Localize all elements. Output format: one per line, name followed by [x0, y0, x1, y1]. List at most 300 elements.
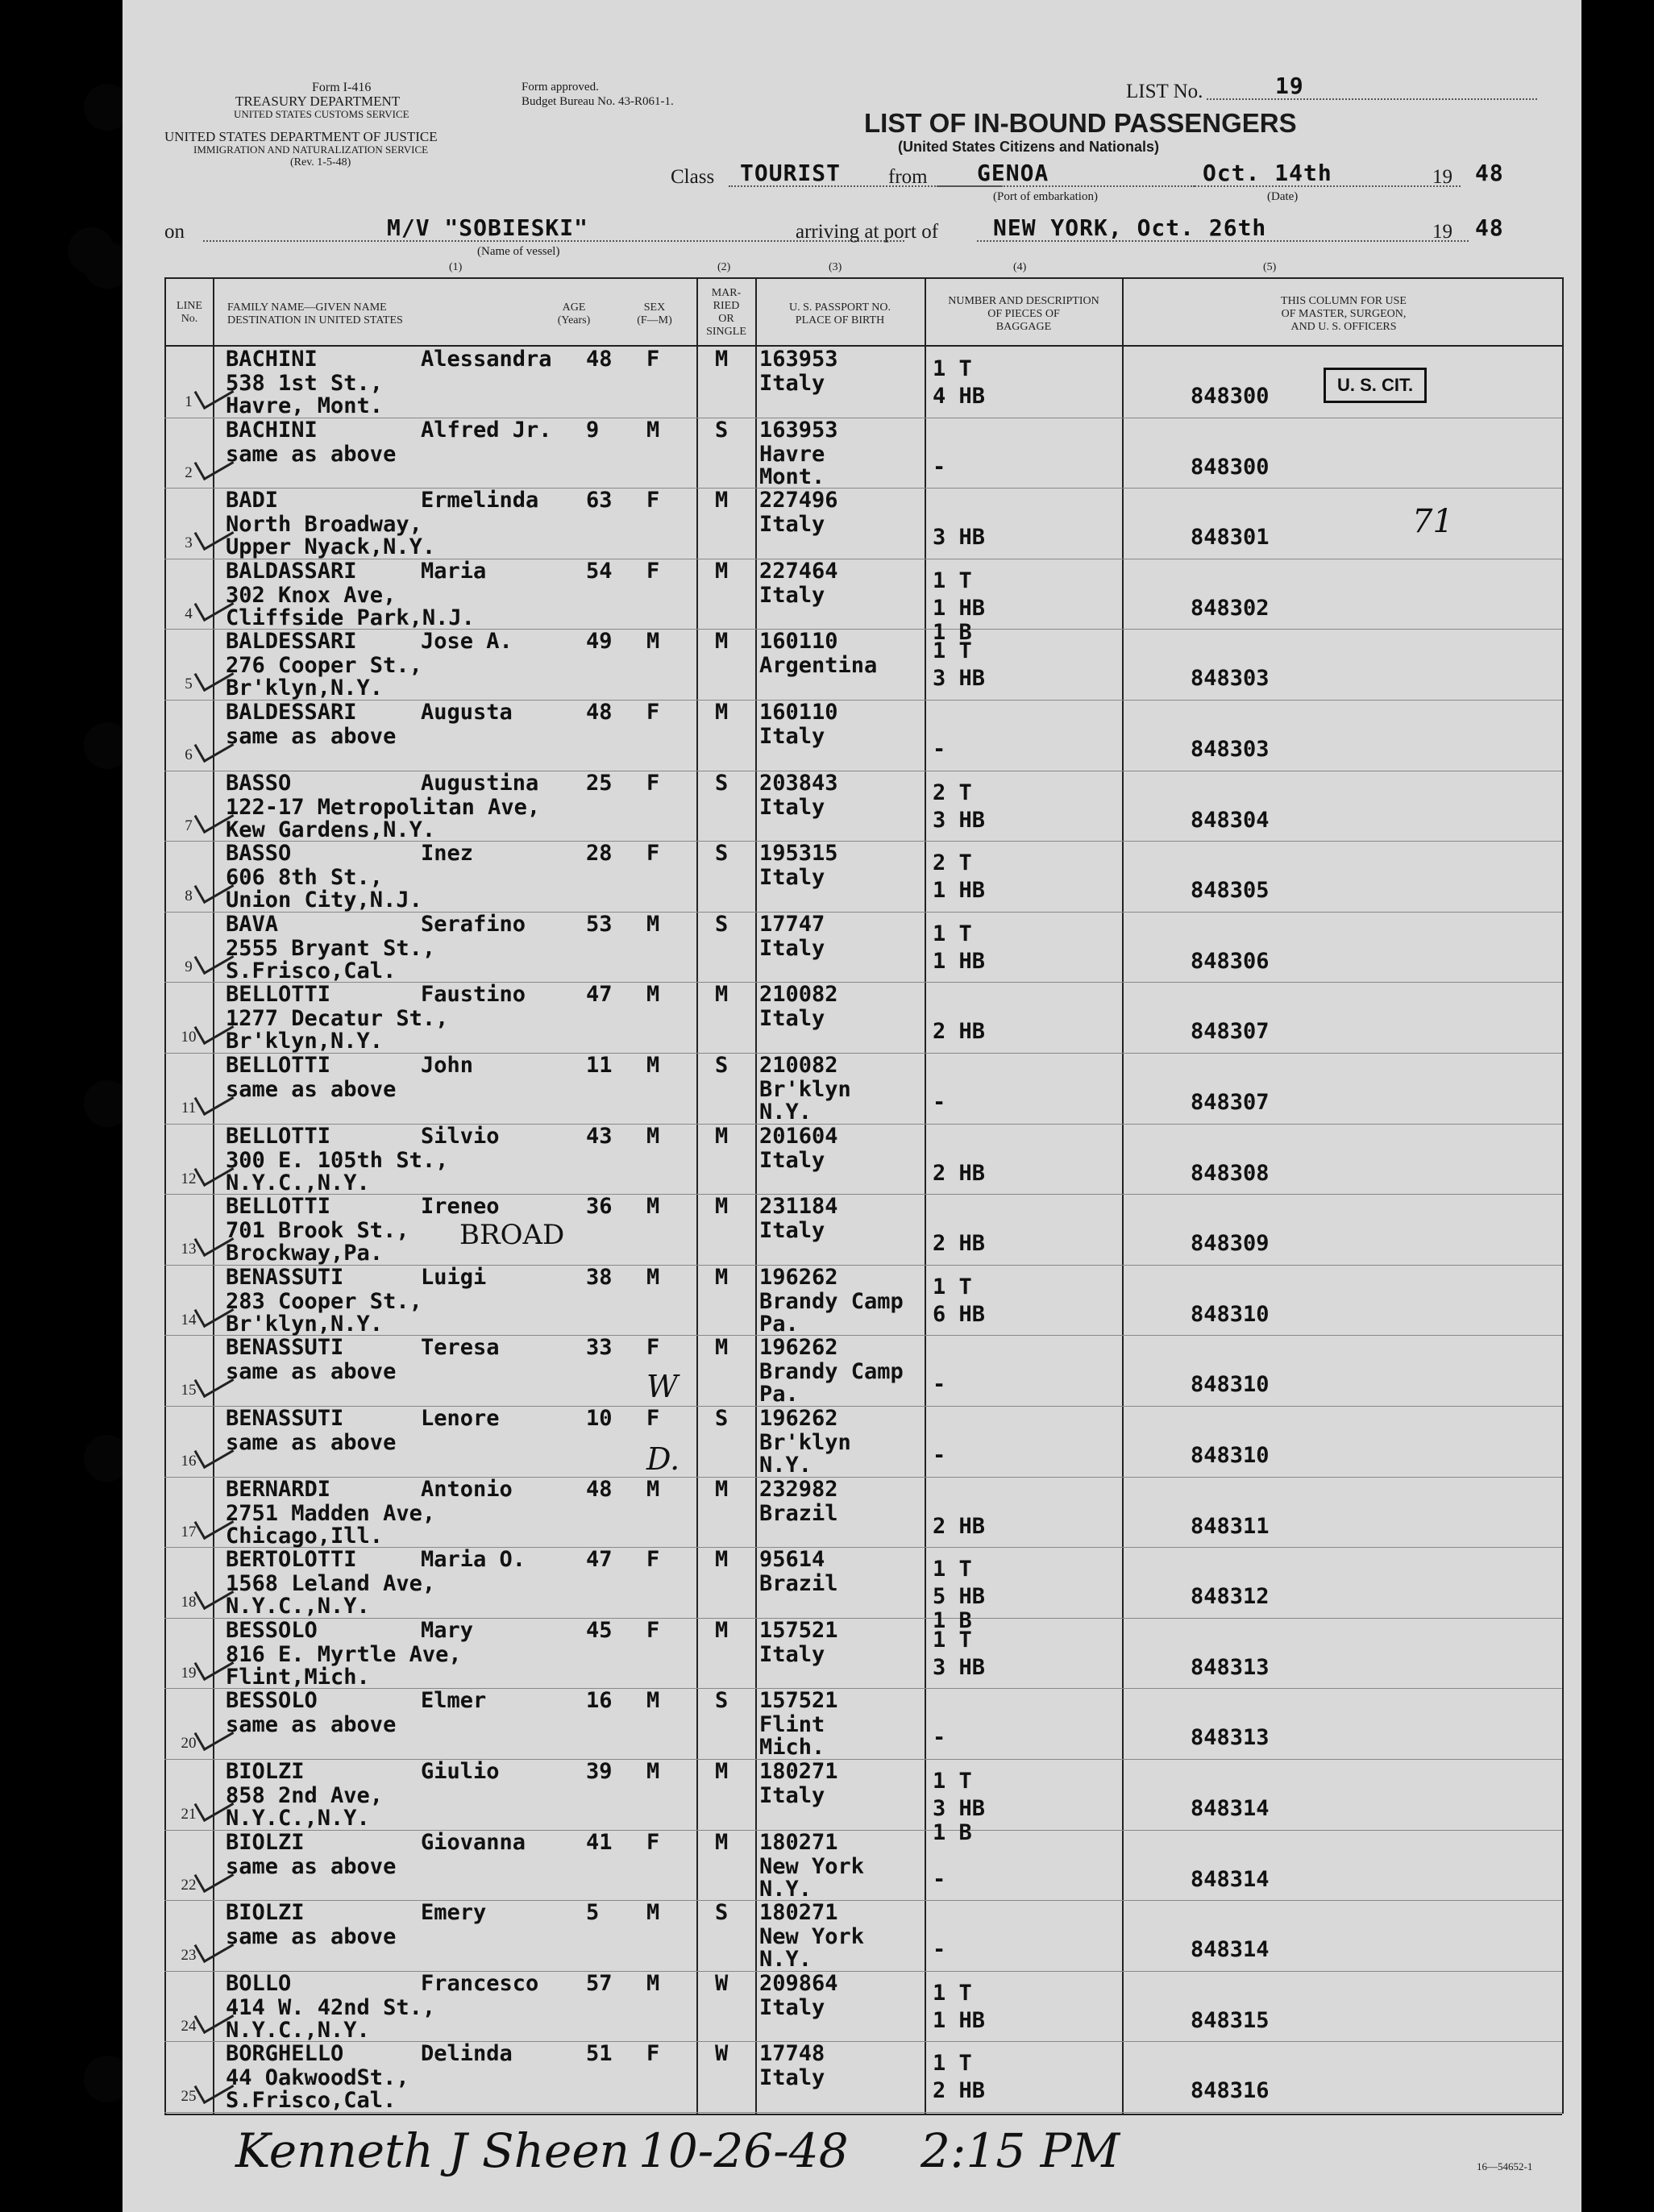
line-number: 25 [181, 2088, 197, 2106]
cell-given: Giovanna [421, 1829, 526, 1855]
signature-date: 10-26-48 [638, 2123, 849, 2178]
cell-birthplace: Italy [759, 512, 825, 538]
embarkation-date: Oct. 14th [1203, 160, 1332, 186]
cell-baggage-2: 3 HB [933, 1654, 986, 1680]
line-number: 21 [181, 1806, 197, 1823]
cell-age: 28 [586, 841, 613, 867]
cell-baggage-1: 1 T [933, 356, 972, 381]
cell-addr2: Cliffside Park,N.J. [226, 605, 475, 630]
line-number: 22 [181, 1876, 197, 1894]
cell-surname: BOLLO [226, 1970, 292, 1996]
list-number: 19 [1275, 73, 1304, 99]
cell-married: S [715, 911, 729, 937]
cell-surname: BELLOTTI [226, 1194, 331, 1220]
cell-birthplace-2: Pa. [759, 1311, 799, 1337]
cell-age: 41 [586, 1829, 613, 1855]
cell-passport: 157521 [759, 1688, 838, 1714]
cell-age: 33 [586, 1335, 613, 1361]
cell-birthplace: Italy [759, 1783, 825, 1808]
cell-married: S [715, 1900, 729, 1926]
class-label: Class [671, 166, 715, 188]
cell-addr1: 122-17 Metropolitan Ave, [226, 794, 541, 820]
cell-married: M [715, 1335, 729, 1361]
cell-sex: F [646, 700, 660, 725]
cell-baggage-1: 1 T [933, 1274, 972, 1299]
cell-surname: BENASSUTI [226, 1264, 344, 1290]
handwritten-broad: BROAD [459, 1219, 565, 1251]
from-label: from [888, 166, 928, 188]
cell-sex: M [646, 1688, 660, 1714]
page-subtitle: (United States Citizens and Nationals) [898, 139, 1160, 155]
col-num-3: (3) [829, 261, 842, 273]
cell-passport: 196262 [759, 1335, 838, 1361]
cell-age: 48 [586, 347, 613, 372]
from-rule [937, 185, 1195, 187]
cell-addr2: N.Y.C.,N.Y. [226, 1806, 370, 1831]
cell-age: 38 [586, 1264, 613, 1290]
cell-sex: F [646, 1617, 660, 1643]
cell-birthplace: Brazil [759, 1571, 838, 1597]
cell-baggage-2: - [933, 1937, 946, 1963]
row-divider [164, 1971, 1562, 1972]
cell-addr1: 1277 Decatur St., [226, 1006, 449, 1032]
cell-sex: F [646, 347, 660, 372]
cell-given: Ermelinda [421, 488, 539, 514]
cell-sex: F [646, 770, 660, 796]
cell-baggage-1: 1 T [933, 921, 972, 946]
form-number: Form I-416 [312, 81, 372, 94]
page-title: LIST OF IN-BOUND PASSENGERS [864, 108, 1297, 138]
cell-given: Luigi [421, 1264, 487, 1290]
cell-addr2: Havre, Mont. [226, 393, 384, 418]
cell-officer-number: 848311 [1191, 1513, 1270, 1539]
cell-birthplace: Italy [759, 1147, 825, 1173]
treasury-dept: TREASURY DEPARTMENT [235, 94, 401, 109]
row-divider [164, 1759, 1562, 1760]
cell-age: 9 [586, 417, 600, 443]
line-number: 1 [185, 393, 193, 410]
cell-sex: F [646, 488, 660, 514]
cell-passport: 232982 [759, 1476, 838, 1502]
cell-sex: F [646, 1406, 660, 1431]
cell-birthplace: Argentina [759, 653, 878, 679]
embarkation-year: 48 [1475, 160, 1504, 186]
cell-sex: F [646, 1829, 660, 1855]
cell-officer-number: 848307 [1191, 1090, 1270, 1115]
cell-addr1: same as above [226, 1359, 397, 1385]
cell-addr2: Kew Gardens,N.Y. [226, 817, 436, 842]
cell-married: W [715, 2041, 729, 2067]
cell-birthplace: Brazil [759, 1500, 838, 1526]
cell-married: M [715, 1759, 729, 1784]
cell-officer-number: 848300 [1191, 384, 1270, 409]
cell-given: Alfred Jr. [421, 417, 552, 443]
cell-surname: BALDESSARI [226, 629, 357, 655]
cell-baggage-2: 1 HB [933, 948, 986, 974]
cell-addr1: 2751 Madden Ave, [226, 1500, 436, 1526]
handwritten-w: W [646, 1369, 679, 1404]
cell-addr2: Brockway,Pa. [226, 1241, 384, 1266]
cell-given: John [421, 1053, 474, 1078]
cell-baggage-1: 1 T [933, 568, 972, 593]
arrival-year: 48 [1475, 214, 1504, 241]
cell-baggage-2: 1 HB [933, 595, 986, 621]
cell-given: Inez [421, 841, 474, 867]
cell-baggage-2: 3 HB [933, 525, 986, 551]
cell-married: S [715, 1688, 729, 1714]
cell-given: Augusta [421, 700, 513, 725]
cell-addr1: same as above [226, 1712, 397, 1738]
table-top-border [164, 277, 1562, 279]
cell-given: Faustino [421, 982, 526, 1008]
cell-age: 57 [586, 1970, 613, 1996]
cell-birthplace: New York [759, 1924, 865, 1950]
cell-sex: M [646, 1900, 660, 1926]
cell-officer-number: 848303 [1191, 666, 1270, 692]
cell-addr1: 606 8th St., [226, 865, 384, 891]
cell-surname: BASSO [226, 841, 292, 867]
cell-birthplace-2: Mont. [759, 464, 825, 489]
class-value: TOURIST [740, 160, 842, 186]
cell-baggage-2: 6 HB [933, 1301, 986, 1327]
line-number: 8 [185, 888, 193, 905]
cell-passport: 231184 [759, 1194, 838, 1220]
cell-addr2: Union City,N.J. [226, 888, 422, 913]
row-divider [164, 1477, 1562, 1478]
cell-sex: M [646, 1970, 660, 1996]
line-number: 20 [181, 1735, 197, 1753]
table-right-border [1562, 277, 1564, 2114]
cell-sex: M [646, 1264, 660, 1290]
cell-baggage-3: 1 B [933, 1820, 972, 1845]
cell-birthplace-2: N.Y. [759, 1100, 812, 1125]
cell-given: Jose A. [421, 629, 513, 655]
vessel-name: M/V "SOBIESKI" [387, 214, 589, 241]
cell-passport: 209864 [759, 1970, 838, 1996]
cell-age: 53 [586, 911, 613, 937]
cell-married: M [715, 488, 729, 514]
cell-passport: 17748 [759, 2041, 825, 2067]
cell-addr2: S.Frisco,Cal. [226, 2088, 397, 2114]
cell-surname: BACHINI [226, 347, 318, 372]
cell-married: M [715, 1194, 729, 1220]
col-sep-officers [1122, 277, 1124, 2114]
cell-officer-number: 848300 [1191, 454, 1270, 480]
line-number: 14 [181, 1311, 197, 1328]
cell-given: Francesco [421, 1970, 539, 1996]
date-rule [1195, 185, 1461, 187]
cell-officer-number: 848312 [1191, 1584, 1270, 1610]
cell-married: M [715, 1829, 729, 1855]
col-num-2: (2) [717, 261, 731, 273]
cell-birthplace: New York [759, 1853, 865, 1879]
cell-sex: F [646, 841, 660, 867]
cell-passport: 227464 [759, 558, 838, 584]
signature-time: 2:15 PM [921, 2123, 1120, 2178]
cell-addr1: 1568 Leland Ave, [226, 1571, 436, 1597]
cell-officer-number: 848314 [1191, 1796, 1270, 1821]
arrival-year-prefix: 19 [1432, 221, 1452, 243]
cell-addr2: S.Frisco,Cal. [226, 958, 397, 983]
cell-age: 63 [586, 488, 613, 514]
ins-service: IMMIGRATION AND NATURALIZATION SERVICE [193, 143, 429, 156]
cell-addr2: N.Y.C.,N.Y. [226, 1594, 370, 1620]
cell-addr1: same as above [226, 1430, 397, 1455]
cell-passport: 196262 [759, 1264, 838, 1290]
cell-married: M [715, 1617, 729, 1643]
cell-addr2: N.Y.C.,N.Y. [226, 1170, 370, 1195]
cell-given: Teresa [421, 1335, 500, 1361]
form-approved: Form approved. [522, 81, 599, 94]
cell-surname: BASSO [226, 770, 292, 796]
cell-addr1: 300 E. 105th St., [226, 1147, 449, 1173]
cell-passport: 201604 [759, 1123, 838, 1149]
cell-addr1: North Broadway, [226, 512, 422, 538]
row-divider [164, 1406, 1562, 1407]
handwritten-d: D. [646, 1441, 680, 1477]
cell-birthplace: Italy [759, 724, 825, 749]
cell-age: 48 [586, 700, 613, 725]
cell-surname: BERNARDI [226, 1476, 331, 1502]
line-number: 4 [185, 605, 193, 622]
line-number: 11 [181, 1100, 197, 1116]
cell-surname: BALDASSARI [226, 558, 357, 584]
col-sep-name [213, 277, 214, 2114]
cell-officer-number: 848310 [1191, 1443, 1270, 1468]
cell-passport: 180271 [759, 1759, 838, 1784]
cell-addr1: 816 E. Myrtle Ave, [226, 1641, 462, 1667]
cell-birthplace-2: N.Y. [759, 1947, 812, 1973]
cell-addr2: Br'klyn,N.Y. [226, 676, 384, 701]
line-number: 24 [181, 2017, 197, 2035]
cell-addr1: same as above [226, 1077, 397, 1102]
cell-officer-number: 848308 [1191, 1160, 1270, 1186]
line-number: 18 [181, 1594, 197, 1611]
cell-married: M [715, 1476, 729, 1502]
cell-passport: 163953 [759, 347, 838, 372]
cell-birthplace: Italy [759, 935, 825, 961]
row-divider [164, 1194, 1562, 1195]
cell-baggage-1: 1 T [933, 2051, 972, 2077]
cell-surname: BADI [226, 488, 279, 514]
cell-addr2: Upper Nyack,N.Y. [226, 534, 436, 560]
cell-surname: BACHINI [226, 417, 318, 443]
cell-baggage-2: 3 HB [933, 1796, 986, 1821]
cell-age: 25 [586, 770, 613, 796]
cell-sex: F [646, 558, 660, 584]
cell-given: Augustina [421, 770, 539, 796]
cell-married: S [715, 1406, 729, 1431]
cell-birthplace: Havre [759, 441, 825, 467]
cell-baggage-2: 3 HB [933, 666, 986, 692]
cell-given: Antonio [421, 1476, 513, 1502]
cell-addr1: 2555 Bryant St., [226, 935, 436, 961]
cell-surname: BIOLZI [226, 1829, 305, 1855]
embarkation-port: GENOA [977, 160, 1049, 186]
cell-married: M [715, 347, 729, 372]
cell-surname: BESSOLO [226, 1688, 318, 1714]
cell-addr2: Chicago,Ill. [226, 1523, 384, 1549]
header-line-no: LINE No. [177, 300, 202, 325]
cell-sex: M [646, 1759, 660, 1784]
vessel-caption: (Name of vessel) [477, 245, 560, 258]
cell-officer-number: 848310 [1191, 1301, 1270, 1327]
customs-service: UNITED STATES CUSTOMS SERVICE [234, 108, 409, 120]
cell-baggage-1: 1 T [933, 1980, 972, 2006]
cell-age: 45 [586, 1617, 613, 1643]
cell-married: W [715, 1970, 729, 1996]
col-num-4: (4) [1013, 261, 1027, 273]
cell-passport: 203843 [759, 770, 838, 796]
row-divider [164, 2041, 1562, 2042]
cell-baggage-2: 5 HB [933, 1584, 986, 1610]
cell-surname: BENASSUTI [226, 1406, 344, 1431]
form-code: 16—54652-1 [1477, 2160, 1533, 2172]
cell-officer-number: 848303 [1191, 737, 1270, 762]
cell-sex: M [646, 417, 660, 443]
cell-given: Mary [421, 1617, 474, 1643]
on-label: on [164, 221, 185, 243]
cell-passport: 210082 [759, 1053, 838, 1078]
cell-birthplace: Italy [759, 2065, 825, 2091]
cell-age: 11 [586, 1053, 613, 1078]
cell-baggage-1: 2 T [933, 850, 972, 876]
cell-age: 47 [586, 982, 613, 1008]
cell-baggage-1: 1 T [933, 1627, 972, 1653]
cell-birthplace: Flint [759, 1712, 825, 1738]
revision: (Rev. 1-5-48) [290, 156, 351, 168]
cell-baggage-2: - [933, 1725, 946, 1751]
cell-age: 16 [586, 1688, 613, 1714]
col-sep-baggage [925, 277, 926, 2114]
cell-surname: BESSOLO [226, 1617, 318, 1643]
cell-birthplace: Italy [759, 371, 825, 396]
us-citizen-stamp: U. S. CIT. [1324, 368, 1427, 403]
cell-baggage-2: - [933, 737, 946, 762]
cell-age: 51 [586, 2041, 613, 2067]
cell-passport: 180271 [759, 1900, 838, 1926]
cell-birthplace: Br'klyn [759, 1077, 851, 1102]
header-name: FAMILY NAME—GIVEN NAME DESTINATION IN UNITED STATES [227, 301, 403, 326]
cell-baggage-2: 2 HB [933, 1160, 986, 1186]
cell-given: Serafino [421, 911, 526, 937]
cell-addr1: same as above [226, 1853, 397, 1879]
cell-baggage-1: 1 T [933, 1557, 972, 1582]
cell-married: S [715, 417, 729, 443]
cell-married: M [715, 700, 729, 725]
cell-given: Ireneo [421, 1194, 500, 1220]
line-number: 19 [181, 1664, 197, 1682]
list-number-rule [1207, 98, 1537, 100]
header-passport: U. S. PASSPORT NO. PLACE OF BIRTH [789, 301, 891, 326]
cell-surname: BORGHELLO [226, 2041, 344, 2067]
cell-sex: F [646, 2041, 660, 2067]
cell-given: Lenore [421, 1406, 500, 1431]
cell-given: Alessandra [421, 347, 552, 372]
date-caption: (Date) [1267, 190, 1299, 203]
col-sep-married [696, 277, 698, 2114]
margin-note: 71 [1412, 503, 1453, 540]
cell-addr1: same as above [226, 1924, 397, 1950]
table-header-border [164, 345, 1562, 347]
cell-officer-number: 848315 [1191, 2007, 1270, 2033]
line-number: 10 [181, 1029, 197, 1046]
cell-birthplace-2: N.Y. [759, 1876, 812, 1902]
cell-age: 10 [586, 1406, 613, 1431]
cell-age: 54 [586, 558, 613, 584]
cell-birthplace: Italy [759, 1006, 825, 1032]
line-number: 13 [181, 1241, 197, 1258]
line-number: 15 [181, 1382, 197, 1399]
cell-baggage-3: 1 B [933, 619, 972, 645]
cell-passport: 163953 [759, 417, 838, 443]
cell-passport: 210082 [759, 982, 838, 1008]
cell-birthplace: Italy [759, 794, 825, 820]
cell-officer-number: 848313 [1191, 1725, 1270, 1751]
cell-married: S [715, 841, 729, 867]
cell-passport: 180271 [759, 1829, 838, 1855]
cell-passport: 195315 [759, 841, 838, 867]
arrival-port-date: NEW YORK, Oct. 26th [993, 214, 1267, 241]
cell-addr1: 701 Brook St., [226, 1218, 409, 1244]
line-number: 6 [185, 746, 193, 763]
cell-married: M [715, 982, 729, 1008]
cell-married: M [715, 629, 729, 655]
cell-married: M [715, 1264, 729, 1290]
cell-baggage-2: 2 HB [933, 1231, 986, 1257]
cell-age: 39 [586, 1759, 613, 1784]
year-prefix: 19 [1432, 166, 1452, 188]
cell-addr1: 538 1st St., [226, 371, 384, 396]
line-number: 7 [185, 817, 193, 834]
cell-married: M [715, 1123, 729, 1149]
row-divider [164, 1830, 1562, 1831]
cell-birthplace: Br'klyn [759, 1430, 851, 1455]
header-baggage: NUMBER AND DESCRIPTION OF PIECES OF BAGGAGE [948, 295, 1099, 333]
port-caption: (Port of embarkation) [993, 190, 1098, 203]
line-number: 2 [185, 464, 193, 481]
cell-baggage-2: 2 HB [933, 2078, 986, 2104]
cell-age: 36 [586, 1194, 613, 1220]
cell-officer-number: 848313 [1191, 1654, 1270, 1680]
cell-surname: BIOLZI [226, 1900, 305, 1926]
cell-baggage-2: - [933, 1866, 946, 1892]
cell-age: 43 [586, 1123, 613, 1149]
cell-officer-number: 848305 [1191, 878, 1270, 904]
cell-addr1: same as above [226, 441, 397, 467]
cell-birthplace: Italy [759, 1218, 825, 1244]
cell-officer-number: 848304 [1191, 807, 1270, 833]
line-number: 16 [181, 1453, 197, 1470]
cell-addr1: same as above [226, 724, 397, 749]
cell-birthplace: Italy [759, 1994, 825, 2020]
cell-passport: 157521 [759, 1617, 838, 1643]
cell-baggage-2: 2 HB [933, 1019, 986, 1045]
cell-age: 47 [586, 1547, 613, 1573]
table-left-border [164, 277, 166, 2114]
arriving-label: arriving at port of [796, 221, 939, 243]
cell-baggage-2: 3 HB [933, 807, 986, 833]
cell-addr1: 283 Cooper St., [226, 1288, 422, 1314]
cell-baggage-2: - [933, 454, 946, 480]
cell-married: S [715, 770, 729, 796]
cell-baggage-2: 4 HB [933, 384, 986, 409]
cell-surname: BELLOTTI [226, 1123, 331, 1149]
cell-addr2: N.Y.C.,N.Y. [226, 2017, 370, 2043]
cell-baggage-2: - [933, 1443, 946, 1468]
cell-surname: BELLOTTI [226, 982, 331, 1008]
cell-sex: F [646, 1547, 660, 1573]
